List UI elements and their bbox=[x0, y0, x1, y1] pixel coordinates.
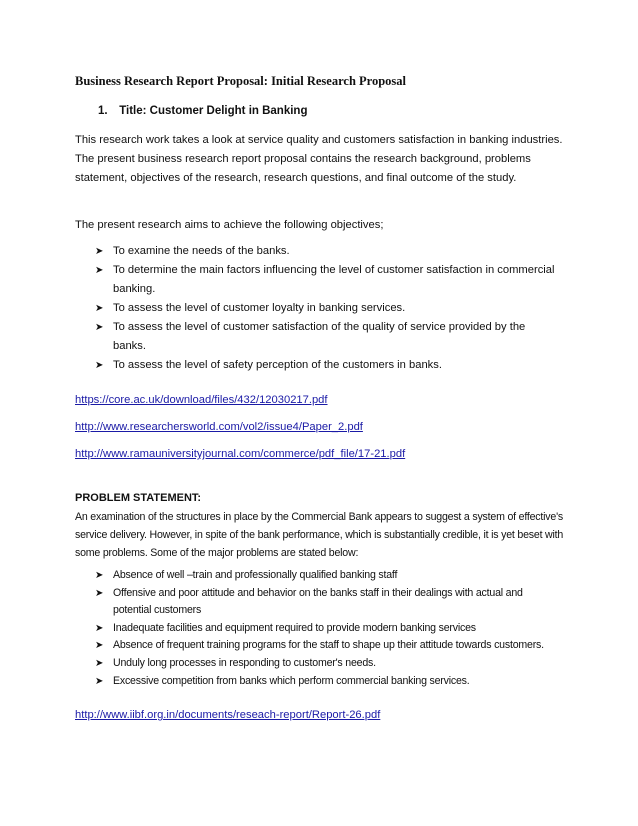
arrow-bullet-icon: ➤ bbox=[95, 360, 104, 371]
list-item: ➤ To assess the level of customer satisfaction of the quality of service provided by the banks. bbox=[95, 318, 555, 356]
objectives-intro: The present research aims to achieve the following objectives; bbox=[75, 219, 384, 231]
section-number: 1. bbox=[98, 105, 108, 117]
list-item: ➤ To determine the main factors influencing the level of customer satisfaction in commercial banking. bbox=[95, 261, 555, 299]
list-item: ➤ Unduly long processes in responding to customer's needs. bbox=[95, 655, 555, 673]
list-item: ➤ Offensive and poor attitude and behavior on the banks staff in their dealings with actual and potential customers bbox=[95, 586, 523, 617]
problem-statement-body: An examination of the structures in place by the Commercial Bank appears to suggest a system of effective's service delivery. However, in spite of the bank performance, which is substantially credible, it is yet beset with some problems. Some of the major problems are stated below: bbox=[75, 511, 564, 559]
arrow-bullet-icon: ➤ bbox=[95, 675, 104, 687]
document-title: Business Research Report Proposal: Initial Research Proposal bbox=[75, 74, 407, 88]
reference-link-ramauniversity[interactable]: http://www.ramauniversityjournal.com/commerce/pdf_file/17-21.pdf bbox=[75, 448, 406, 460]
section-title: Title: Customer Delight in Banking bbox=[119, 105, 308, 117]
list-item: ➤ To assess the level of customer loyalty in banking services. bbox=[95, 299, 555, 318]
arrow-bullet-icon: ➤ bbox=[95, 622, 104, 634]
objectives-list bbox=[95, 242, 555, 375]
arrow-bullet-icon: ➤ bbox=[95, 322, 104, 333]
arrow-bullet-icon: ➤ bbox=[95, 246, 104, 257]
arrow-bullet-icon: ➤ bbox=[95, 640, 104, 652]
list-item: ➤ Absence of frequent training programs for the staff to shape up their attitude towards customers. bbox=[95, 637, 555, 655]
arrow-bullet-icon: ➤ bbox=[95, 657, 104, 669]
reference-link-core[interactable]: https://core.ac.uk/download/files/432/12030217.pdf bbox=[75, 394, 328, 406]
list-item: ➤ To assess the level of safety perception of the customers in banks. bbox=[95, 356, 555, 375]
list-item: ➤ To examine the needs of the banks. bbox=[95, 242, 555, 261]
reference-link-iibf[interactable]: http://www.iibf.org.in/documents/reseach-report/Report-26.pdf bbox=[75, 709, 381, 721]
arrow-bullet-icon: ➤ bbox=[95, 587, 104, 599]
arrow-bullet-icon: ➤ bbox=[95, 265, 104, 276]
reference-link-researchersworld[interactable]: http://www.researchersworld.com/vol2/issue4/Paper_2.pdf bbox=[75, 421, 363, 433]
problem-statement-heading: PROBLEM STATEMENT: bbox=[75, 492, 202, 504]
section-heading bbox=[98, 105, 307, 117]
problems-list bbox=[95, 567, 555, 690]
list-item: ➤ Absence of well –train and professionally qualified banking staff bbox=[95, 567, 555, 585]
arrow-bullet-icon: ➤ bbox=[95, 303, 104, 314]
intro-paragraph: This research work takes a look at service quality and customers satisfaction in banking industries. The present business research report proposal contains the research background, problems statement, objectives of the research, research questions, and final outcome of the study. bbox=[75, 134, 563, 184]
list-item: ➤ Inadequate facilities and equipment required to provide modern banking services bbox=[95, 620, 555, 638]
arrow-bullet-icon: ➤ bbox=[95, 570, 104, 581]
list-item: ➤ Excessive competition from banks which perform commercial banking services. bbox=[95, 673, 555, 691]
